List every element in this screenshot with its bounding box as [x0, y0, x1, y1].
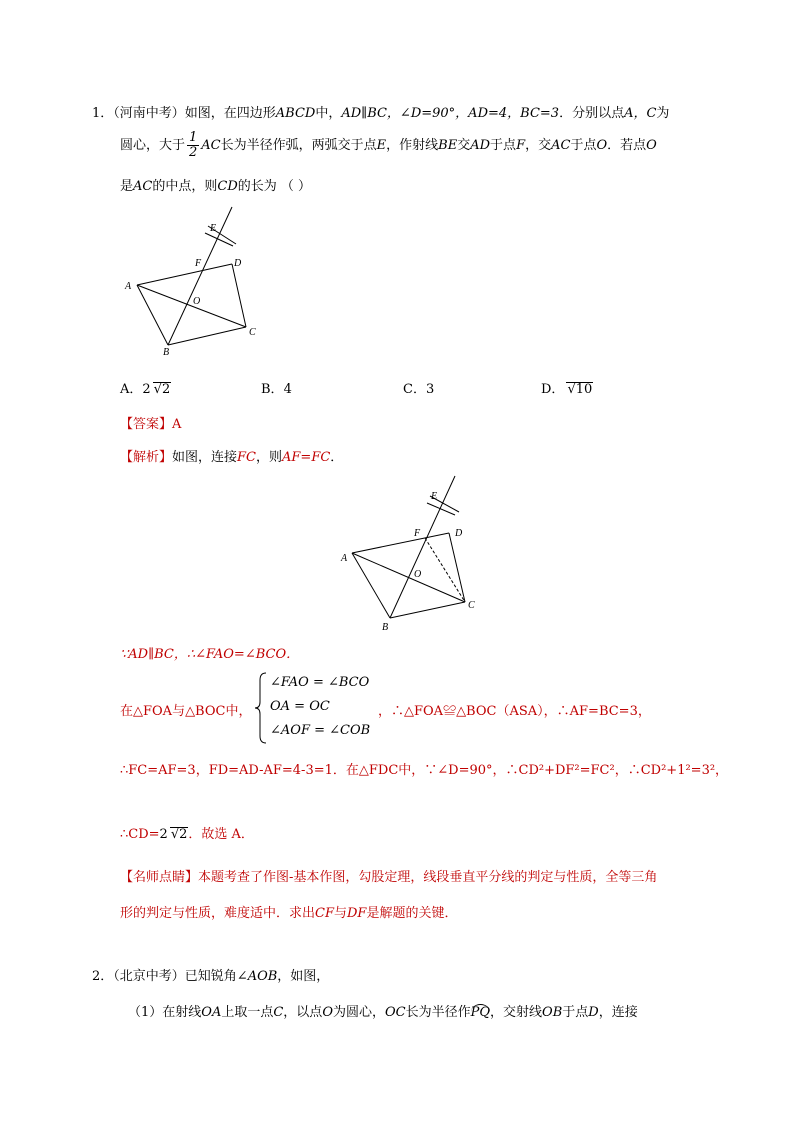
analysis-line: 【解析】如图，连接FC，则AF=FC． — [120, 450, 344, 465]
choice-c[interactable]: C．3 — [403, 382, 435, 397]
brace-line-3: ∠AOF = ∠COB — [270, 723, 371, 738]
choice-a[interactable]: A．2 √2 — [120, 382, 171, 397]
fig1-label-b: B — [163, 347, 170, 358]
brace-line-2: OA = OC — [270, 699, 330, 714]
sqrt-symbol: √2 — [153, 382, 171, 397]
q1-line3: 是AC的中点，则CD的长为 （ ） — [120, 179, 312, 194]
fig2-label-o: O — [414, 569, 422, 580]
fig1-label-e: E — [210, 223, 217, 234]
tips-tag: 【名师点睛】 — [120, 870, 199, 885]
q2-number: 2． — [92, 969, 114, 984]
q2-line2: （1）在射线OA上取一点C，以点O为圆心，OC长为半径作PQ，交射线OB于点D，连接 — [128, 1005, 638, 1020]
analysis-tag: 【解析】 — [120, 450, 173, 465]
q2-line1: 2．（北京中考）已知锐角∠AOB，如图， — [92, 969, 330, 984]
fig1-label-f: F — [195, 258, 202, 269]
fig1-label-c: C — [249, 327, 256, 338]
choice-d[interactable]: D． √10 — [541, 382, 593, 397]
fig2-label-b: B — [382, 622, 389, 633]
tips-line-2: 形的判定与性质，难度适中．求出CF与DF是解题的关键． — [120, 906, 458, 921]
fig1-label-o: O — [193, 296, 201, 307]
answer-tag: 【答案】 — [120, 417, 173, 432]
tips-line-1: 【名师点睛】本题考查了作图-基本作图，勾股定理，线段垂直平分线的判定与性质，全等三角 — [120, 870, 658, 885]
arc-pq: PQ — [470, 1005, 491, 1020]
fig2-label-a: A — [341, 553, 348, 564]
q1-number: 1． — [92, 106, 114, 121]
sqrt-symbol: √2 — [170, 827, 188, 842]
fig2-label-f: F — [414, 528, 421, 539]
brace-line-1: ∠FAO = ∠BCO — [270, 675, 370, 690]
fig2-label-d: D — [455, 528, 463, 539]
step-1: ∵AD∥BC，∴∠FAO=∠BCO． — [120, 647, 300, 662]
fraction-half: $\frac{1}{2}$ — [189, 130, 198, 160]
answer-value: A — [172, 417, 182, 432]
step-2-pre: 在△FOA与△BOC中， — [120, 704, 252, 719]
fig1-label-d: D — [234, 258, 242, 269]
q1-line2: 圆心，大于 $\frac{1}{2}$ AC长为半径作弧，两弧交于点E，作射线BE交AD于点F，交AC于点O．若点O — [120, 130, 657, 160]
fig2-label-c: C — [468, 600, 475, 611]
sqrt-symbol: √10 — [567, 382, 593, 397]
fig2-label-e: E — [431, 491, 438, 502]
choice-b[interactable]: B．4 — [261, 382, 292, 397]
step-4: ∴CD=2 √2．故选 A． — [120, 827, 254, 842]
brace-system — [270, 671, 370, 743]
fig1-label-a: A — [125, 281, 132, 292]
step-2-post: ，∴△FOA≌△BOC（ASA），∴AF=BC=3， — [378, 704, 651, 719]
step-3: ∴FC=AF=3，FD=AD-AF=4-3=1．在△FDC中，∵∠D=90°，∴CD²+DF²=FC²，∴CD²+1²=3²， — [120, 763, 729, 778]
q1-line1: 1．（河南中考）如图，在四边形ABCD中，AD∥BC，∠D=90°，AD=4，BC=3．分别以点A，C为 — [92, 106, 670, 121]
